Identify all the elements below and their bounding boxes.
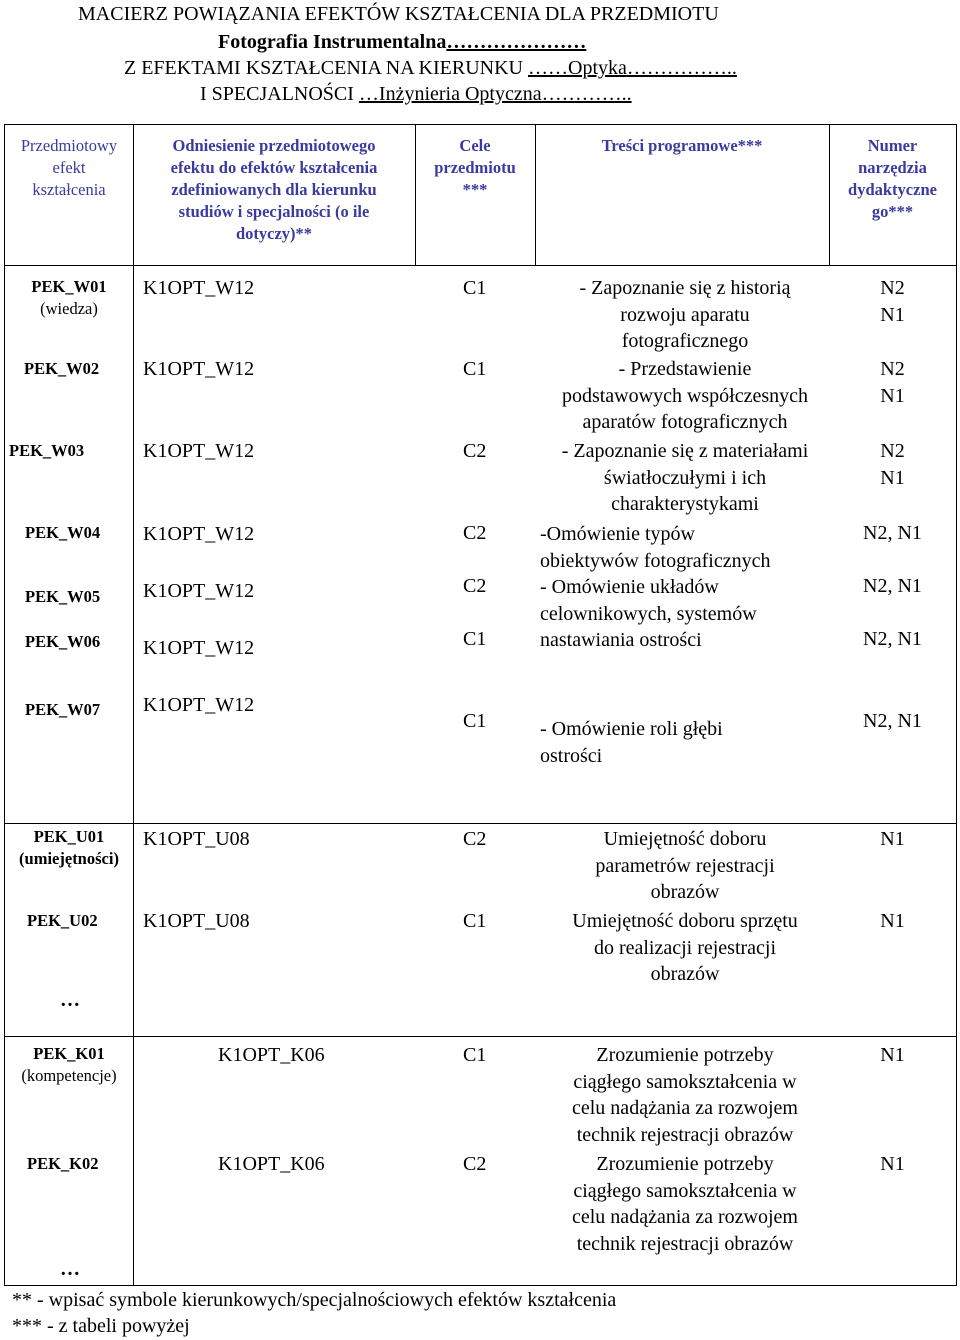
table-row-goal: C1: [463, 277, 487, 299]
table-row-goal: C1: [463, 358, 487, 380]
header-goals: Cele przedmiotu ***: [434, 136, 516, 199]
table-row-content: - Zapoznanie się z materiałami światłoczułymi i ich charakterystykami: [561, 440, 809, 515]
table-row-tools: N1: [880, 910, 905, 932]
table-row-goal: C1: [463, 910, 487, 932]
spec-value: Inżynieria Optyczna: [378, 83, 542, 105]
footnote-1: ** - wpisać symbole kierunkowych/specjalnościowych efektów kształcenia: [12, 1289, 617, 1311]
table-row-more: …: [60, 1258, 80, 1280]
table-row-content: -Omówienie typów obiektywów fotograficznych - Omówienie układów celownikowych, systemów nastawiania ostrości: [540, 523, 771, 651]
table-row-ref: K1OPT_U08: [143, 828, 250, 850]
table-row-ref: K1OPT_W12: [143, 580, 255, 602]
header-effect: Przedmiotowy efekt kształcenia: [20, 136, 118, 199]
table-row-tools: N2, N1: [863, 522, 922, 544]
footnote-2: *** - z tabeli powyżej: [12, 1315, 190, 1337]
spec-dots-1: …: [358, 83, 379, 105]
table-row-content: - Zapoznanie się z historią rozwoju aparatu fotograficznego: [579, 277, 791, 352]
table-row-ref: K1OPT_W12: [143, 694, 255, 716]
table-row-tools: N1: [880, 1153, 905, 1175]
table-row-ref: K1OPT_K06: [218, 1044, 325, 1066]
header-reference: Odniesienie przedmiotowego efektu do efektów kształcenia zdefiniowanych dla kierunku studiów i specjalności (o ile dotyczy)**: [170, 136, 378, 243]
table-row-goal: C2: [463, 575, 487, 597]
table-row-tools: N2, N1: [863, 628, 922, 650]
table-row-content: Zrozumienie potrzeby ciągłego samokształcenia w celu nadążania za rozwojem technik rejestracji obrazów: [572, 1153, 798, 1255]
table-row-id: PEK_U02: [27, 911, 98, 930]
table-row-goal: C2: [463, 1153, 487, 1175]
title-line-1: MACIERZ POWIĄZANIA EFEKTÓW KSZTAŁCENIA DLA PRZEDMIOTU: [78, 3, 719, 25]
table-row-ref: K1OPT_W12: [143, 277, 255, 299]
table-row-tools: N2 N1: [880, 440, 905, 489]
title-line-3: [124, 57, 737, 79]
table-row-content: - Omówienie roli głębi ostrości: [540, 718, 723, 767]
table-row-goal: C2: [463, 440, 487, 462]
table-row-id: PEK_W06: [25, 632, 101, 651]
table-row-tools: N1: [880, 828, 905, 850]
spec-dots-2: …………..: [541, 83, 632, 105]
table-row-content: Umiejętność doboru parametrów rejestracji obrazów: [595, 828, 775, 903]
table-row-id: PEK_K02: [27, 1154, 99, 1173]
table-row-more: …: [60, 989, 80, 1011]
table-row-id: PEK_W05: [25, 587, 101, 606]
course-name: Fotografia Instrumentalna: [218, 31, 447, 53]
table-row-ref: K1OPT_W12: [143, 637, 255, 659]
field-value: Optyka: [568, 57, 627, 79]
table-row-ref: K1OPT_K06: [218, 1153, 325, 1175]
table-row-ref: K1OPT_W12: [143, 358, 255, 380]
table-row-tools: N2 N1: [880, 277, 905, 326]
field-label: Z EFEKTAMI KSZTAŁCENIA NA KIERUNKU: [124, 57, 528, 79]
field-dots-2: ……………..: [626, 57, 737, 79]
table-row-goal: C2: [463, 522, 487, 544]
table-row-id: PEK_W04: [25, 523, 101, 542]
table-row-goal: C1: [463, 710, 487, 732]
course-dots: …………………: [446, 31, 587, 53]
table-row-tools: N2, N1: [863, 710, 922, 732]
title-line-2: [218, 31, 586, 53]
table-row-id: PEK_W07: [25, 700, 101, 719]
table-row-content: Zrozumienie potrzeby ciągłego samokształcenia w celu nadążania za rozwojem technik rejestracji obrazów: [572, 1044, 798, 1146]
table-row-ref: K1OPT_U08: [143, 910, 250, 932]
table-row-content: Umiejętność doboru sprzętu do realizacji rejestracji obrazów: [572, 910, 798, 985]
table-row-tools: N2, N1: [863, 575, 922, 597]
field-dots-1: ……: [528, 57, 568, 79]
table-row-id: PEK_W02: [24, 359, 100, 378]
table-row-ref: K1OPT_W12: [143, 523, 255, 545]
table-row-id: PEK_U01 (umiejętności): [19, 827, 119, 868]
table-row-goal: C2: [463, 828, 487, 850]
table-row-goal: C1: [463, 628, 487, 650]
spec-label: I SPECJALNOŚCI: [200, 83, 359, 105]
header-tools: Numer narzędzia dydaktyczne go***: [848, 136, 937, 221]
table-row-tools: N2 N1: [880, 358, 905, 407]
table-row-id: PEK_W03: [9, 441, 85, 460]
table-row-tools: N1: [880, 1044, 905, 1066]
table-row-ref: K1OPT_W12: [143, 440, 255, 462]
table-row-content: - Przedstawienie podstawowych współczesnych aparatów fotograficznych: [561, 358, 809, 433]
table-row-goal: C1: [463, 1044, 487, 1066]
table-row-id: PEK_W01 (wiedza): [31, 277, 107, 318]
title-line-4: [200, 83, 632, 105]
header-contents: Treści programowe***: [601, 136, 763, 155]
table-row-id: PEK_K01 (kompetencje): [21, 1044, 117, 1085]
